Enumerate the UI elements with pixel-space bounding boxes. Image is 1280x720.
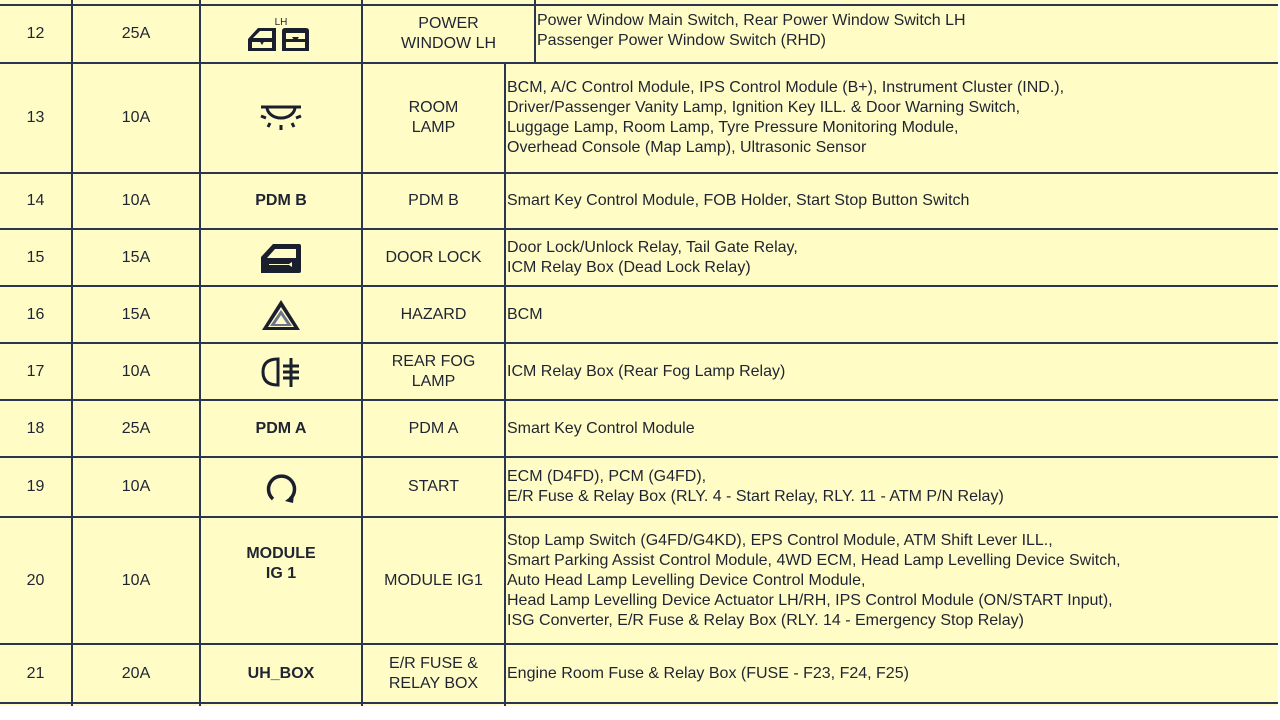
circuit-name bbox=[363, 6, 534, 62]
protected-components bbox=[502, 401, 1273, 456]
component-line: Smart Key Control Module, FOB Holder, Start Stop Button Switch bbox=[507, 192, 970, 209]
component-line: Door Lock/Unlock Relay, Tail Gate Relay, bbox=[507, 238, 798, 256]
fuse-rating: 10A bbox=[121, 109, 151, 126]
fuse-symbol bbox=[201, 287, 361, 342]
symbol-text: IG 1 bbox=[265, 565, 297, 582]
fuse-symbol bbox=[201, 645, 361, 702]
component-line: BCM bbox=[507, 305, 543, 323]
circuit-name bbox=[363, 458, 504, 516]
circuit-text: LAMP bbox=[411, 372, 456, 390]
component-line: Passenger Power Window Switch (RHD) bbox=[537, 32, 826, 49]
circuit-name bbox=[363, 230, 504, 285]
component-line: E/R Fuse & Relay Box (RLY. 4 - Start Relay, RLY. 11 - ATM P/N Relay) bbox=[507, 488, 1004, 505]
fuse-rating: 25A bbox=[121, 419, 151, 437]
protected-components bbox=[502, 645, 1273, 702]
circuit-text: HAZARD bbox=[400, 305, 467, 323]
fuse-number: 19 bbox=[26, 478, 45, 495]
circuit-text: DOOR LOCK bbox=[385, 248, 482, 266]
power-window-lh-icon bbox=[246, 17, 316, 53]
circuit-name bbox=[363, 64, 504, 172]
fuse-rating: 10A bbox=[121, 362, 151, 380]
circuit-name bbox=[363, 344, 504, 399]
fuse-number: 17 bbox=[26, 362, 45, 380]
fuse-symbol bbox=[201, 518, 361, 643]
component-line: Luggage Lamp, Room Lamp, Tyre Pressure Monitoring Module, bbox=[507, 119, 959, 136]
circuit-text: MODULE IG1 bbox=[384, 571, 483, 589]
component-line: Stop Lamp Switch (G4FD/G4KD), EPS Control Module, ATM Shift Lever ILL., bbox=[507, 531, 1053, 549]
component-line: ICM Relay Box (Dead Lock Relay) bbox=[507, 258, 751, 276]
component-line: Smart Parking Assist Control Module, 4WD ECM, Head Lamp Levelling Device Switch, bbox=[507, 551, 1121, 569]
component-line: Driver/Passenger Vanity Lamp, Ignition Key ILL. & Door Warning Switch, bbox=[507, 99, 1021, 116]
fuse-symbol bbox=[201, 344, 361, 399]
fuse-number: 13 bbox=[26, 109, 45, 126]
symbol-text: PDM A bbox=[255, 419, 307, 437]
component-line: Power Window Main Switch, Rear Power Window Switch LH bbox=[537, 12, 966, 29]
symbol-text: MODULE bbox=[246, 545, 316, 562]
circuit-text: PDM A bbox=[408, 419, 459, 437]
component-line: Auto Head Lamp Levelling Device Control Module, bbox=[507, 571, 866, 589]
circuit-text: E/R FUSE & bbox=[389, 654, 478, 672]
row-divider bbox=[0, 702, 1278, 704]
fuse-number: 15 bbox=[26, 248, 45, 266]
fuse-rating: 15A bbox=[121, 305, 151, 323]
component-line: Smart Key Control Module bbox=[507, 419, 695, 437]
protected-components bbox=[502, 518, 1273, 643]
fuse-number: 20 bbox=[26, 571, 45, 589]
circuit-text: RELAY BOX bbox=[388, 674, 479, 692]
fuse-symbol bbox=[201, 230, 361, 285]
fuse-symbol bbox=[201, 6, 361, 62]
fuse-number: 12 bbox=[26, 25, 45, 42]
symbol-text: PDM B bbox=[255, 192, 307, 209]
fuse-number: 14 bbox=[26, 192, 45, 209]
circuit-name bbox=[363, 287, 504, 342]
fuse-rating: 25A bbox=[121, 25, 151, 42]
fuse-rating: 20A bbox=[121, 664, 151, 682]
room-lamp-icon bbox=[258, 104, 304, 132]
fuse-symbol bbox=[201, 174, 361, 228]
fuse-rating: 10A bbox=[121, 478, 151, 495]
fuse-number: 18 bbox=[26, 419, 45, 437]
fuse-symbol bbox=[201, 64, 361, 172]
rear-fog-lamp-icon bbox=[259, 355, 303, 389]
protected-components bbox=[502, 174, 1273, 228]
component-line: BCM, A/C Control Module, IPS Control Module (B+), Instrument Cluster (IND.), bbox=[507, 79, 1065, 96]
component-line: Overhead Console (Map Lamp), Ultrasonic Sensor bbox=[507, 139, 867, 156]
fuse-rating: 15A bbox=[121, 248, 151, 266]
circuit-text: REAR FOG bbox=[391, 352, 476, 370]
symbol-label: LH bbox=[274, 17, 288, 28]
component-line: Head Lamp Levelling Device Actuator LH/RH, IPS Control Module (ON/START Input), bbox=[507, 591, 1113, 609]
circuit-text: START bbox=[408, 478, 459, 495]
circuit-text: PDM B bbox=[408, 192, 459, 209]
fuse-number: 16 bbox=[26, 305, 45, 323]
fuse-symbol bbox=[201, 401, 361, 456]
circuit-text: ROOM bbox=[408, 99, 459, 116]
circuit-text: WINDOW LH bbox=[400, 35, 497, 52]
fuse-rating: 10A bbox=[121, 192, 151, 209]
component-line: ICM Relay Box (Rear Fog Lamp Relay) bbox=[507, 362, 786, 380]
fuse-symbol bbox=[201, 458, 361, 516]
protected-components bbox=[532, 6, 1273, 62]
start-icon bbox=[263, 470, 299, 504]
protected-components bbox=[502, 287, 1273, 342]
protected-components bbox=[502, 230, 1273, 285]
hazard-icon bbox=[260, 298, 302, 332]
fuse-number: 21 bbox=[26, 664, 45, 682]
circuit-name bbox=[363, 174, 504, 228]
circuit-text: POWER bbox=[418, 15, 479, 32]
circuit-name bbox=[363, 518, 504, 643]
protected-components bbox=[502, 344, 1273, 399]
protected-components bbox=[502, 64, 1273, 172]
symbol-text: UH_BOX bbox=[247, 664, 315, 682]
door-lock-icon bbox=[259, 241, 303, 275]
fuse-rating: 10A bbox=[121, 571, 151, 589]
circuit-name bbox=[363, 645, 504, 702]
circuit-text: LAMP bbox=[411, 119, 456, 136]
component-line: ECM (D4FD), PCM (G4FD), bbox=[507, 468, 707, 485]
component-line: Engine Room Fuse & Relay Box (FUSE - F23, F24, F25) bbox=[507, 664, 909, 682]
component-line: ISG Converter, E/R Fuse & Relay Box (RLY. 14 - Emergency Stop Relay) bbox=[507, 611, 1024, 629]
circuit-name bbox=[363, 401, 504, 456]
protected-components bbox=[502, 458, 1273, 516]
